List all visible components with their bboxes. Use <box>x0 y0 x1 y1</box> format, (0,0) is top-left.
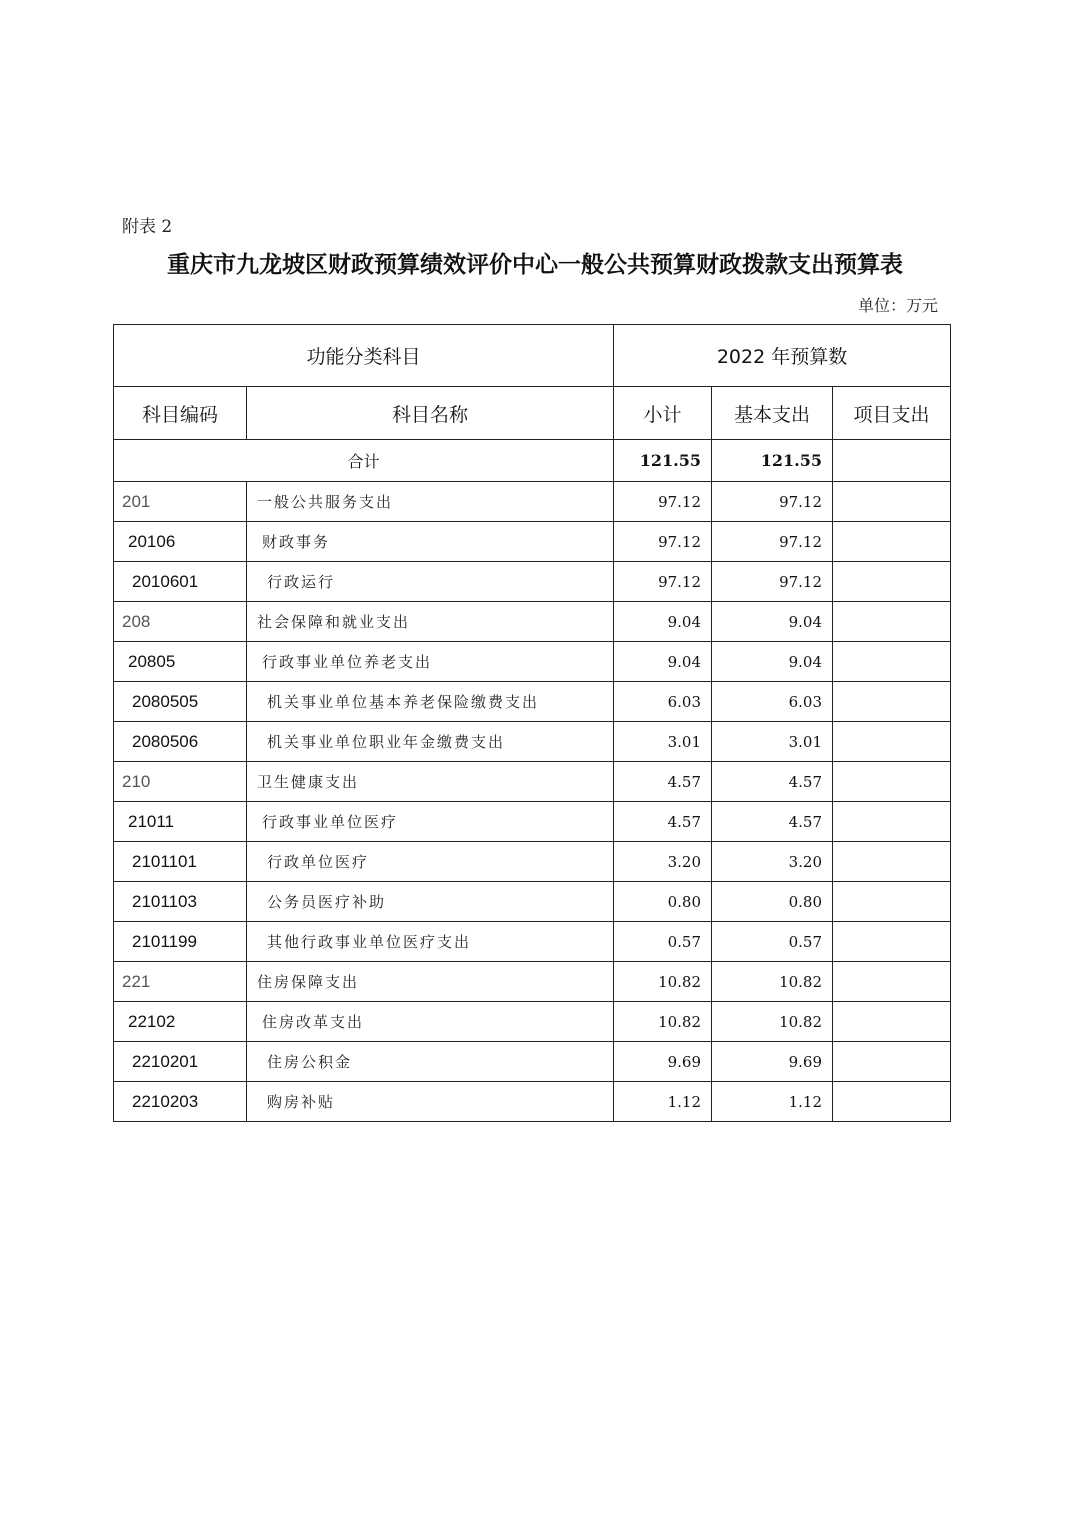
table-row <box>114 642 951 682</box>
table-row <box>114 1042 951 1082</box>
row-name: 住房改革支出 <box>247 1002 614 1042</box>
row-basic: 10.82 <box>712 962 833 1002</box>
row-code: 20106 <box>114 522 247 562</box>
table-row <box>114 962 951 1002</box>
row-code: 2101103 <box>114 882 247 922</box>
total-project <box>833 440 951 482</box>
row-code: 2210201 <box>114 1042 247 1082</box>
table-row <box>114 562 951 602</box>
row-subtotal: 6.03 <box>614 682 712 722</box>
table-row <box>114 682 951 722</box>
total-label: 合计 <box>114 440 614 482</box>
row-project <box>833 682 951 722</box>
row-subtotal: 97.12 <box>614 522 712 562</box>
table-row <box>114 802 951 842</box>
row-name: 公务员医疗补助 <box>247 882 614 922</box>
budget-table <box>113 324 951 1122</box>
row-name: 卫生健康支出 <box>247 762 614 802</box>
row-subtotal: 97.12 <box>614 482 712 522</box>
row-project <box>833 642 951 682</box>
row-name: 机关事业单位职业年金缴费支出 <box>247 722 614 762</box>
row-basic: 10.82 <box>712 1002 833 1042</box>
row-subtotal: 0.80 <box>614 882 712 922</box>
attachment-label: 附表 2 <box>122 217 173 237</box>
row-name: 住房公积金 <box>247 1042 614 1082</box>
header-row-columns <box>114 387 951 440</box>
row-basic: 0.57 <box>712 922 833 962</box>
row-code: 210 <box>114 762 247 802</box>
row-basic: 0.80 <box>712 882 833 922</box>
row-project <box>833 922 951 962</box>
row-project <box>833 562 951 602</box>
row-name: 购房补贴 <box>247 1082 614 1122</box>
row-subtotal: 4.57 <box>614 802 712 842</box>
col-header-basic: 基本支出 <box>712 387 833 440</box>
row-code: 208 <box>114 602 247 642</box>
row-subtotal: 9.04 <box>614 642 712 682</box>
unit-label: 单位：万元 <box>857 296 938 315</box>
row-subtotal: 1.12 <box>614 1082 712 1122</box>
row-project <box>833 1042 951 1082</box>
row-project <box>833 1082 951 1122</box>
row-subtotal: 10.82 <box>614 1002 712 1042</box>
row-name: 行政运行 <box>247 562 614 602</box>
document-title: 重庆市九龙坡区财政预算绩效评价中心一般公共预算财政拨款支出预算表 <box>167 251 903 278</box>
row-basic: 97.12 <box>712 562 833 602</box>
table-row <box>114 762 951 802</box>
table-row <box>114 722 951 762</box>
row-basic: 1.12 <box>712 1082 833 1122</box>
row-code: 2210203 <box>114 1082 247 1122</box>
total-row <box>114 440 951 482</box>
row-subtotal: 9.04 <box>614 602 712 642</box>
row-subtotal: 4.57 <box>614 762 712 802</box>
table-row <box>114 482 951 522</box>
row-subtotal: 9.69 <box>614 1042 712 1082</box>
row-name: 一般公共服务支出 <box>247 482 614 522</box>
row-project <box>833 882 951 922</box>
table-row <box>114 522 951 562</box>
row-name: 机关事业单位基本养老保险缴费支出 <box>247 682 614 722</box>
row-basic: 4.57 <box>712 802 833 842</box>
col-header-subtotal: 小计 <box>614 387 712 440</box>
row-basic: 4.57 <box>712 762 833 802</box>
row-basic: 6.03 <box>712 682 833 722</box>
table-row <box>114 1082 951 1122</box>
row-project <box>833 482 951 522</box>
row-code: 2080506 <box>114 722 247 762</box>
row-code: 22102 <box>114 1002 247 1042</box>
table-row <box>114 842 951 882</box>
row-subtotal: 3.20 <box>614 842 712 882</box>
table-row <box>114 882 951 922</box>
header-group-right: 2022 年预算数 <box>614 325 951 387</box>
total-basic: 121.55 <box>712 440 833 482</box>
table-row <box>114 602 951 642</box>
row-project <box>833 602 951 642</box>
row-name: 财政事务 <box>247 522 614 562</box>
row-basic: 9.04 <box>712 642 833 682</box>
row-basic: 9.69 <box>712 1042 833 1082</box>
col-header-name: 科目名称 <box>247 387 614 440</box>
row-subtotal: 3.01 <box>614 722 712 762</box>
row-project <box>833 522 951 562</box>
row-subtotal: 0.57 <box>614 922 712 962</box>
row-project <box>833 802 951 842</box>
row-basic: 97.12 <box>712 482 833 522</box>
row-code: 2010601 <box>114 562 247 602</box>
row-name: 行政单位医疗 <box>247 842 614 882</box>
total-subtotal: 121.55 <box>614 440 712 482</box>
row-project <box>833 962 951 1002</box>
row-code: 2101101 <box>114 842 247 882</box>
header-group-left: 功能分类科目 <box>114 325 614 387</box>
row-code: 221 <box>114 962 247 1002</box>
row-name: 其他行政事业单位医疗支出 <box>247 922 614 962</box>
row-project <box>833 842 951 882</box>
row-code: 2101199 <box>114 922 247 962</box>
table-row <box>114 1002 951 1042</box>
row-basic: 9.04 <box>712 602 833 642</box>
row-code: 20805 <box>114 642 247 682</box>
col-header-project: 项目支出 <box>833 387 951 440</box>
row-project <box>833 722 951 762</box>
col-header-code: 科目编码 <box>114 387 247 440</box>
row-project <box>833 1002 951 1042</box>
row-name: 住房保障支出 <box>247 962 614 1002</box>
header-row-group <box>114 325 951 387</box>
row-basic: 3.01 <box>712 722 833 762</box>
row-code: 21011 <box>114 802 247 842</box>
row-name: 行政事业单位养老支出 <box>247 642 614 682</box>
row-name: 社会保障和就业支出 <box>247 602 614 642</box>
row-basic: 97.12 <box>712 522 833 562</box>
row-subtotal: 97.12 <box>614 562 712 602</box>
row-code: 2080505 <box>114 682 247 722</box>
row-name: 行政事业单位医疗 <box>247 802 614 842</box>
table-row <box>114 922 951 962</box>
row-code: 201 <box>114 482 247 522</box>
row-subtotal: 10.82 <box>614 962 712 1002</box>
row-project <box>833 762 951 802</box>
row-basic: 3.20 <box>712 842 833 882</box>
